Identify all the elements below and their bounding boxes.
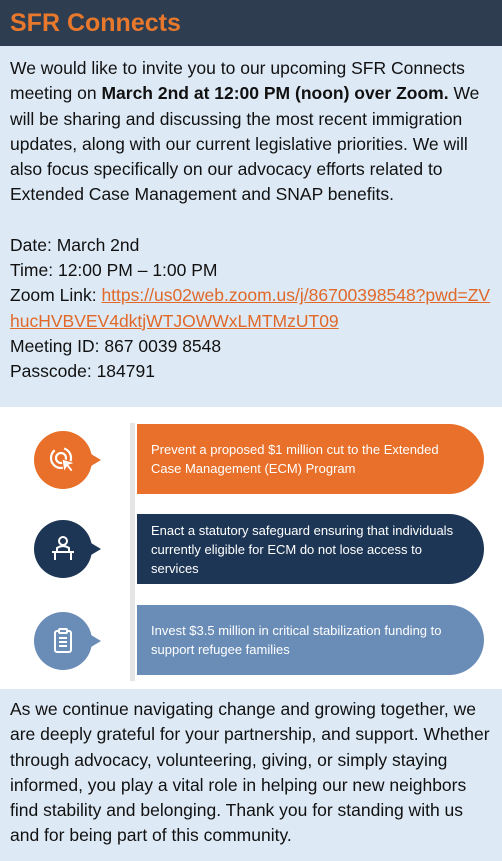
meeting-datetime: March 2nd at 12:00 PM (noon) over Zoom. <box>101 83 449 104</box>
closing-section <box>0 697 502 849</box>
newsletter-header <box>0 0 502 46</box>
legislative-priorities-graphic <box>0 407 502 689</box>
zoom-link[interactable]: https://us02web.zoom.us/j/86700398548?pwd=ZVhucHVBVEV4dktjWTJOWWxLMTMzUT09 <box>10 285 491 331</box>
meeting-id: Meeting ID: 867 0039 8548 <box>10 335 222 356</box>
meeting-date: Date: March 2nd <box>10 234 140 255</box>
priority-item <box>137 424 484 494</box>
priority-item <box>137 514 484 584</box>
priority-text: Enact a statutory safeguard ensuring that individuals currently eligible for ECM do not lose access to services <box>151 522 454 576</box>
priority-item <box>137 605 484 675</box>
priority-text: Invest $3.5 million in critical stabilization funding to support refugee families <box>151 623 442 657</box>
cursor-click-icon <box>34 431 92 489</box>
section-title: SFR Connects <box>10 8 181 37</box>
meeting-passcode: Passcode: 184791 <box>10 361 155 382</box>
person-at-desk-icon <box>34 520 92 578</box>
zoom-link-line: Zoom Link: https://us02web.zoom.us/j/86700398548?pwd=ZVhucHVBVEV4dktjWTJOWWxLMTMzUT09 <box>10 285 491 331</box>
intro-section <box>0 46 502 385</box>
timeline-spine <box>130 423 135 681</box>
closing-paragraph: As we continue navigating change and growing together, we are deeply grateful for your partnership, and support. Whether through advocacy, volunteering, giving, or simply staying informed, you play a vital role in helping our new neighbors find stability and belonging. Thank you for standing with us and for being part of this community. <box>10 699 490 846</box>
meeting-time: Time: 12:00 PM – 1:00 PM <box>10 260 218 281</box>
priority-text: Prevent a proposed $1 million cut to the Extended Case Management (ECM) Program <box>151 442 439 476</box>
invitation-paragraph: We would like to invite you to our upcoming SFR Connects meeting on March 2nd at 12:00 PM (noon) over Zoom. We will be sharing and discussing the most recent immigration updates, along with our current legislative priorities. We will also focus specifically on our advocacy efforts related to Extended Case Management and SNAP benefits. <box>10 58 480 205</box>
clipboard-icon <box>34 612 92 670</box>
